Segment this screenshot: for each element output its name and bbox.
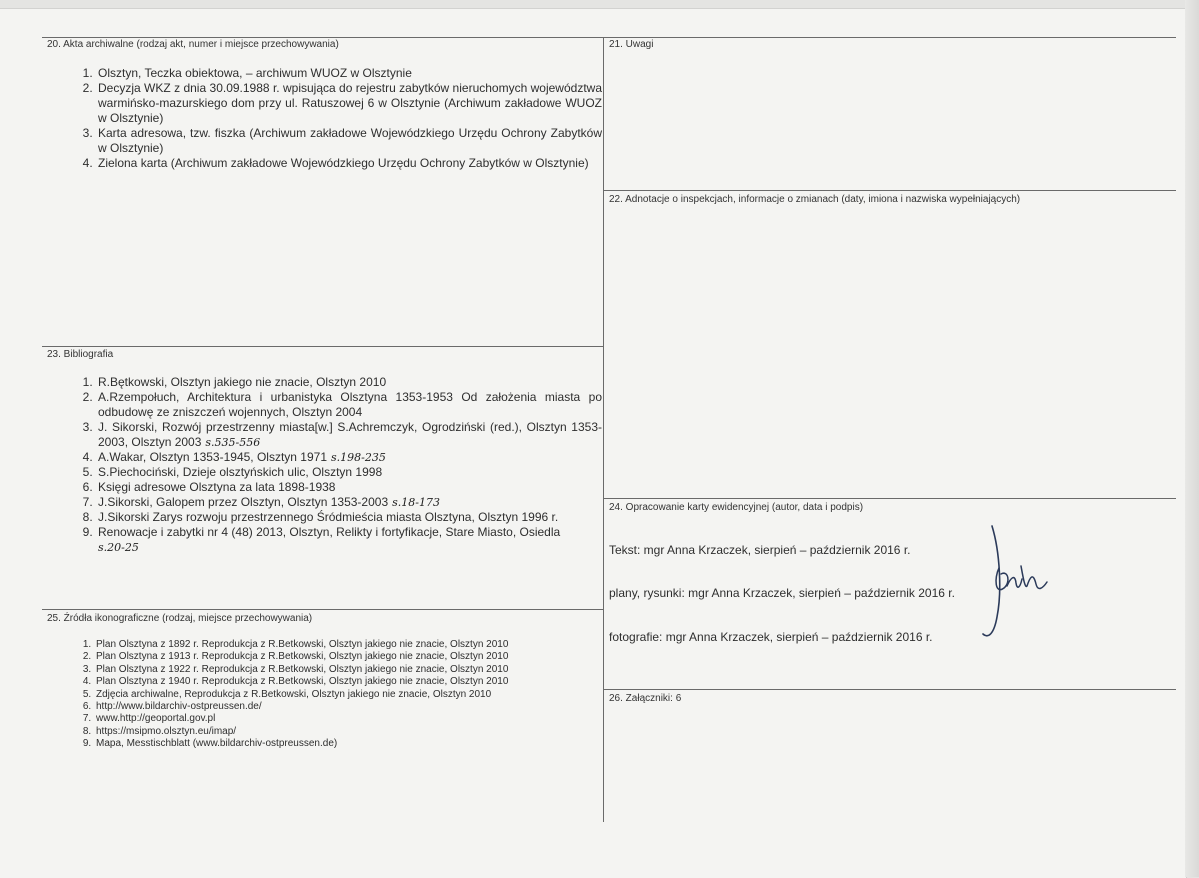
list-item: 4. A.Wakar, Olsztyn 1353-1945, Olsztyn 1971 s.198-235 [96,450,602,465]
list-item: 4. Plan Olsztyna z 1940 r. Reprodukcja z R.Betkowski, Olsztyn jakiego nie znacie, Olsztyn 2010 [94,676,614,688]
list-item: 1. Olsztyn, Teczka obiektowa, – archiwum WUOZ w Olsztynie [96,66,602,81]
list-item: 2. A.Rzempołuch, Architektura i urbanistyka Olsztyna 1353-1953 Od założenia miasta po odbudowę ze zniszczeń wojennych, Olsztyn 2004 [96,390,602,420]
list-item: 1. R.Bętkowski, Olsztyn jakiego nie znacie, Olsztyn 2010 [96,375,602,390]
list-item: 6. Księgi adresowe Olsztyna za lata 1898-1938 [96,480,602,495]
list-item: 7. J.Sikorski, Galopem przez Olsztyn, Olsztyn 1353-2003 s.18-173 [96,495,602,510]
list-item: 4. Zielona karta (Archiwum zakładowe Wojewódzkiego Urzędu Ochrony Zabytków w Olsztynie) [96,156,602,171]
list-item: 1. Plan Olsztyna z 1892 r. Reprodukcja z R.Betkowski, Olsztyn jakiego nie znacie, Olsztyn 2010 [94,639,614,651]
text-author-line: Tekst: mgr Anna Krzaczek, sierpień – październik 2016 r. [609,543,911,557]
handwritten-signature [980,522,1055,647]
list-item: 5. S.Piechociński, Dzieje olsztyńskich ulic, Olsztyn 1998 [96,465,602,480]
rule-21-22 [603,190,1176,191]
attachments-title: 26. Załączniki: 6 [609,693,682,704]
rule-24-26 [603,689,1176,690]
handwritten-page-note: s.198-235 [331,451,386,464]
list-item: 2. Plan Olsztyna z 1913 r. Reprodukcja z R.Betkowski, Olsztyn jakiego nie znacie, Olsztyn 2010 [94,651,614,663]
remarks-title: 21. Uwagi [609,39,654,50]
bibliography-list [72,375,602,555]
top-rule [42,37,1176,38]
archival-files-list [72,66,602,171]
rule-23-25 [42,609,603,610]
iconographic-sources-title: 25. Źródła ikonograficzne (rodzaj, miejsce przechowywania) [47,613,313,624]
handwritten-page-note: s.20-25 [98,541,139,554]
bibliography-title: 23. Bibliografia [47,349,114,360]
page-edge-shadow [1185,0,1199,877]
list-item: 9. Mapa, Messtischblatt (www.bildarchiv-ostpreussen.de) [94,738,614,750]
list-item: 9. Renowacje i zabytki nr 4 (48) 2013, Olsztyn, Relikty i fortyfikacje, Stare Miasto, Osiedla s.20-25 [96,525,602,555]
archival-files-title: 20. Akta archiwalne (rodzaj akt, numer i miejsce przechowywania) [47,39,339,50]
list-item: 7. www.http://geoportal.gov.pl [94,713,614,725]
annotations-title: 22. Adnotacje o inspekcjach, informacje o zmianach (daty, imiona i nazwiska wypełniających) [609,194,1021,205]
handwritten-page-note: s.535-556 [205,436,261,449]
plans-author-line: plany, rysunki: mgr Anna Krzaczek, sierpień – październik 2016 r. [609,586,955,600]
rule-20-23 [42,346,603,347]
list-item: 8. https://msipmo.olsztyn.eu/imap/ [94,726,614,738]
iconographic-sources-list [66,639,614,751]
list-item: 3. Karta adresowa, tzw. fiszka (Archiwum zakładowe Wojewódzkiego Urzędu Ochrony Zabytków w Olsztynie) [96,126,602,156]
list-item: 5. Zdjęcia archiwalne, Reprodukcja z R.Betkowski, Olsztyn jakiego nie znacie, Olsztyn 2010 [94,689,614,701]
list-item: 8. J.Sikorski Zarys rozwoju przestrzennego Śródmieścia miasta Olsztyna, Olsztyn 1996 r. [96,510,602,525]
preparation-title: 24. Opracowanie karty ewidencyjnej (autor, data i podpis) [609,502,864,513]
list-item: 2. Decyzja WKZ z dnia 30.09.1988 r. wpisująca do rejestru zabytków nieruchomych województwa warmińsko-mazurskiego dom przy ul. Ratuszowej 6 w Olsztynie (Archiwum zakładowe WUOZ w Olsztynie) [96,81,602,126]
list-item: 6. http://www.bildarchiv-ostpreussen.de/ [94,701,614,713]
handwritten-page-note: s.18-173 [392,496,440,509]
list-item: 3. Plan Olsztyna z 1922 r. Reprodukcja z R.Betkowski, Olsztyn jakiego nie znacie, Olsztyn 2010 [94,664,614,676]
photos-author-line: fotografie: mgr Anna Krzaczek, sierpień – październik 2016 r. [609,630,933,644]
rule-22-24 [603,498,1176,499]
list-item: 3. J. Sikorski, Rozwój przestrzenny miasta[w.] S.Achremczyk, Ogrodziński (red.), Olsztyn 1353-2003, Olsztyn 2003 s.535-556 [96,420,602,450]
